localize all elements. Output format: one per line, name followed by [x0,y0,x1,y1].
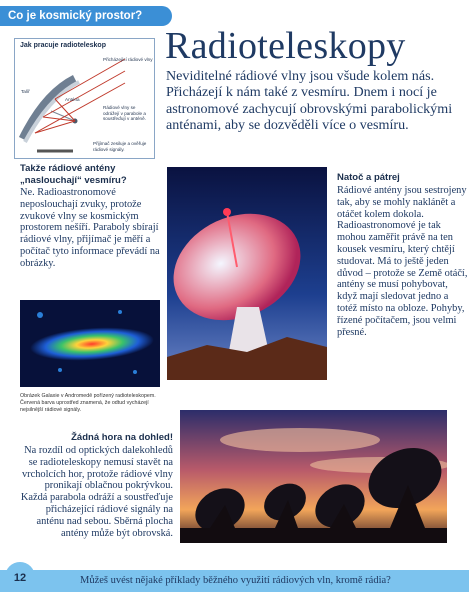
diagram-label-reflected: Rádiové vlny se odrážejí v parabole a soustřeďují v anténě. [103,105,146,121]
radio-dish-illustration [167,167,327,380]
diagram-label-incoming: Přicházející rádiové vlny [103,57,153,62]
mid-sidebar-text: Na rozdíl od optických dalekohledů se radioteleskopy nemusí stavět na vrcholcích hor, protože rádiové vlny pronikají oblačnou pokrývkou. Každá parabola odráží a soustřeďuje přicházející rádiové signály na anténu nad sebou. Sběrná plocha antény může být obrovská. [20,445,173,539]
radio-telescope-diagram [14,38,155,159]
dish-array-illustration [180,410,447,543]
andromeda-radio-image [20,300,160,387]
mid-sidebar-heading: Žádná hora na dohled! [71,432,173,443]
diagram-label-dish: Talíř [21,89,30,94]
left-sidebar-heading: Takže rádiové antény „naslouchají“ vesmíru? [20,163,127,186]
footer-question: Můžeš uvést nějaké příklady běžného využití rádiových vln, kromě rádia? [80,575,391,586]
dish-array-photo [180,410,447,543]
right-sidebar-text: Rádiové antény jsou sestrojeny tak, aby se mohly naklánět a otáčet kolem dokola. Radioastronomové je tak mohou zaměřit právě na ten kousek vesmíru, který chtějí studovat. Má to ještě jeden důvod – protože se Země otáčí, antény se musí pohybovat, když mají sledovat jedno a totéž místo na obloze. Pohyby, řízené počítačem, jsou velmi přesné. [337,185,468,338]
page-title: Radioteleskopy [165,25,406,67]
diagram-label-antenna: Anténa [65,97,80,102]
diagram-title: Jak pracuje radioteleskop [20,42,106,49]
galaxy-caption: Obrázek Galaxie v Andromedě pořízený radioteleskopem. Červená barva uprostřed znamená, že odtud vycházejí nejsilnější rádiové signály. [20,393,156,413]
diagram-label-receiver: Přijímač zesiluje a ověřuje rádiové signály. [93,141,147,152]
lead-paragraph: Neviditelné rádiové vlny jsou všude kolem nás. Přicházejí k nám také z vesmíru. Dnem i nocí je astronomové zachycují obrovskými parabolickými anténami, aby se dozvěděli více o vesmíru. [166,68,453,134]
left-sidebar-text: Ne. Radioastronomové neposlouchají zvuky, protože zvukové vlny se kosmickým prostorem nešíří. Paraboly sbírají rádiové vlny, přijímač je měří a počítač tyto informace převádí na obrázky. [20,187,160,269]
radio-dish-photo [167,167,327,380]
page-number: 12 [5,562,35,592]
right-sidebar-heading: Natoč a pátrej [337,172,400,183]
section-tab: Co je kosmický prostor? [0,6,172,26]
andromeda-radio-graphic [20,300,160,387]
